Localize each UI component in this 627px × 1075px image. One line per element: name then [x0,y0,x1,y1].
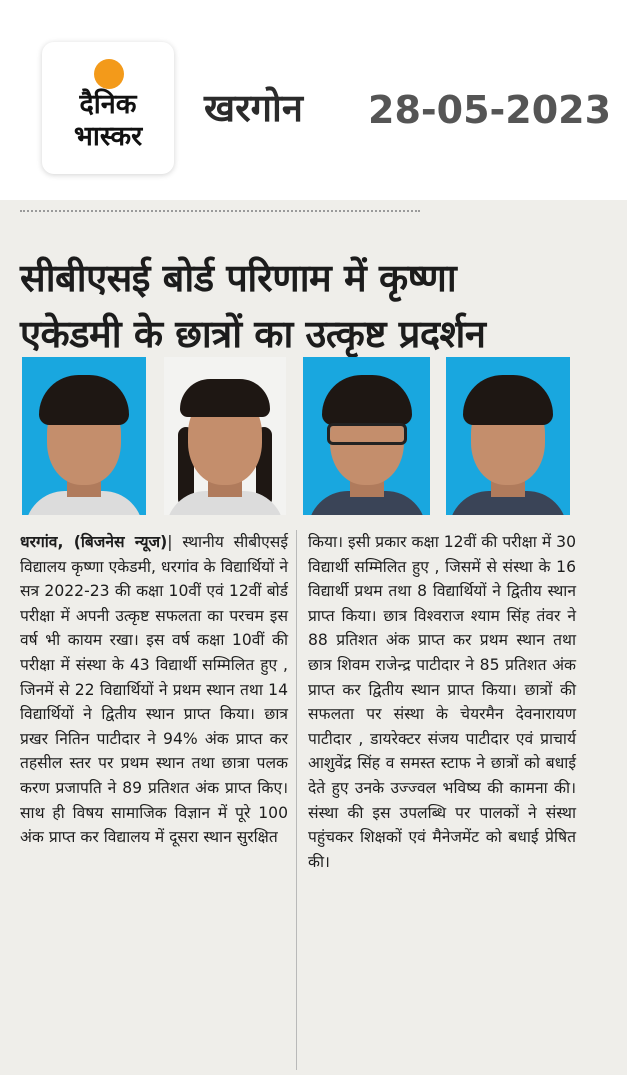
headline-line-1: सीबीएसई बोर्ड परिणाम में कृष्णा [20,256,457,300]
column-divider [296,530,297,1070]
article-headline [20,250,610,362]
sun-icon [94,59,124,89]
dainik-bhaskar-logo[interactable] [42,42,174,174]
app-header [0,0,627,200]
article-byline: धरगांव, (बिजनेस न्यूज) [20,533,168,551]
student-photo-4 [446,357,570,515]
left-column-text: स्थानीय सीबीएसई विद्यालय कृष्णा एकेडमी, धरगांव के विद्यार्थियों ने सत्र 2022-23 की कक्षा 10वीं एवं 12वीं बोर्ड परीक्षा में अपनी उत्कृष्ट सफलता का परचम इस वर्ष भी कायम रखा। इस वर्ष कक्षा 10वीं की परीक्षा में संस्था के 43 विद्यार्थी सम्मिलित हुए , जिनमें से 22 विद्यार्थियों ने प्रथम स्थान तथा 14 विद्यार्थियों ने द्वितीय स्थान प्राप्त किया। छात्र प्रखर नितिन पाटीदार ने 94% अंक प्राप्त कर तहसील स्तर पर प्रथम स्थान तथा छात्रा पलक करण प्रजापति ने 89 प्रतिशत अंक प्राप्त किए। साथ ही विषय सामाजिक विज्ञान में पूरे 100 अंक प्राप्त कर विद्यालय में दूसरा स्थान सुरक्षित [20,533,288,847]
article-column-left: धरगांव, (बिजनेस न्यूज)| स्थानीय सीबीएसई विद्यालय कृष्णा एकेडमी, धरगांव के विद्यार्थियों ने सत्र 2022-23 की कक्षा 10वीं एवं 12वीं बोर्ड परीक्षा में अपनी उत्कृष्ट सफलता का परचम इस वर्ष भी कायम रखा। इस वर्ष कक्षा 10वीं की परीक्षा में संस्था के 43 विद्यार्थी सम्मिलित हुए , जिनमें से 22 विद्यार्थियों ने प्रथम स्थान तथा 14 विद्यार्थियों ने द्वितीय स्थान प्राप्त किया। छात्र प्रखर नितिन पाटीदार ने 94% अंक प्राप्त कर तहसील स्तर पर प्रथम स्थान तथा छात्रा पलक करण प्रजापति ने 89 प्रतिशत अंक प्राप्त किए। साथ ही विषय सामाजिक विज्ञान में पूरे 100 अंक प्राप्त कर विद्यालय में दूसरा स्थान सुरक्षित [20,533,288,847]
logo-text-line1: दैनिक [79,89,137,120]
article-column-right [308,530,576,874]
logo-text-line2: भास्कर [73,121,143,152]
headline-line-2: एकेडमी के छात्रों का उत्कृष्ट प्रदर्शन [20,312,486,356]
student-photo-3 [303,357,430,515]
edition-city: खरगोन [204,86,303,130]
right-column-text: किया। इसी प्रकार कक्षा 12वीं की परीक्षा में 30 विद्यार्थी सम्मिलित हुए , जिसमें से संस्था के 16 विद्यार्थी प्रथम तथा 8 विद्यार्थियों ने द्वितीय स्थान प्राप्त किया। छात्र विश्वराज श्याम सिंह तंवर ने 88 प्रतिशत अंक प्राप्त कर प्रथम स्थान तथा छात्र शिवम राजेन्द्र पाटीदार ने 85 प्रतिशत अंक प्राप्त कर द्वितीय स्थान प्राप्त किया। छात्रों की सफलता पर संस्था के चेयरमैन देवनारायण पाटीदार , डायरेक्टर संजय पाटीदार एवं प्राचार्य आशुवेंद्र सिंह व समस्त स्टाफ ने छात्रों को बधाई देते हुए उनके उज्ज्वल भविष्य की कामना की। संस्था की इस उपलब्धि पर पालकों ने संस्था पहुंचकर शिक्षकों एवं मैनेजमेंट को बधाई प्रेषित की। [308,533,576,871]
student-photo-1 [22,357,146,515]
edition-date: 28-05-2023 [368,88,612,132]
newspaper-clipping [0,200,627,1075]
student-photo-2 [164,357,286,515]
cut-line [20,210,420,216]
glasses-icon [327,423,407,445]
